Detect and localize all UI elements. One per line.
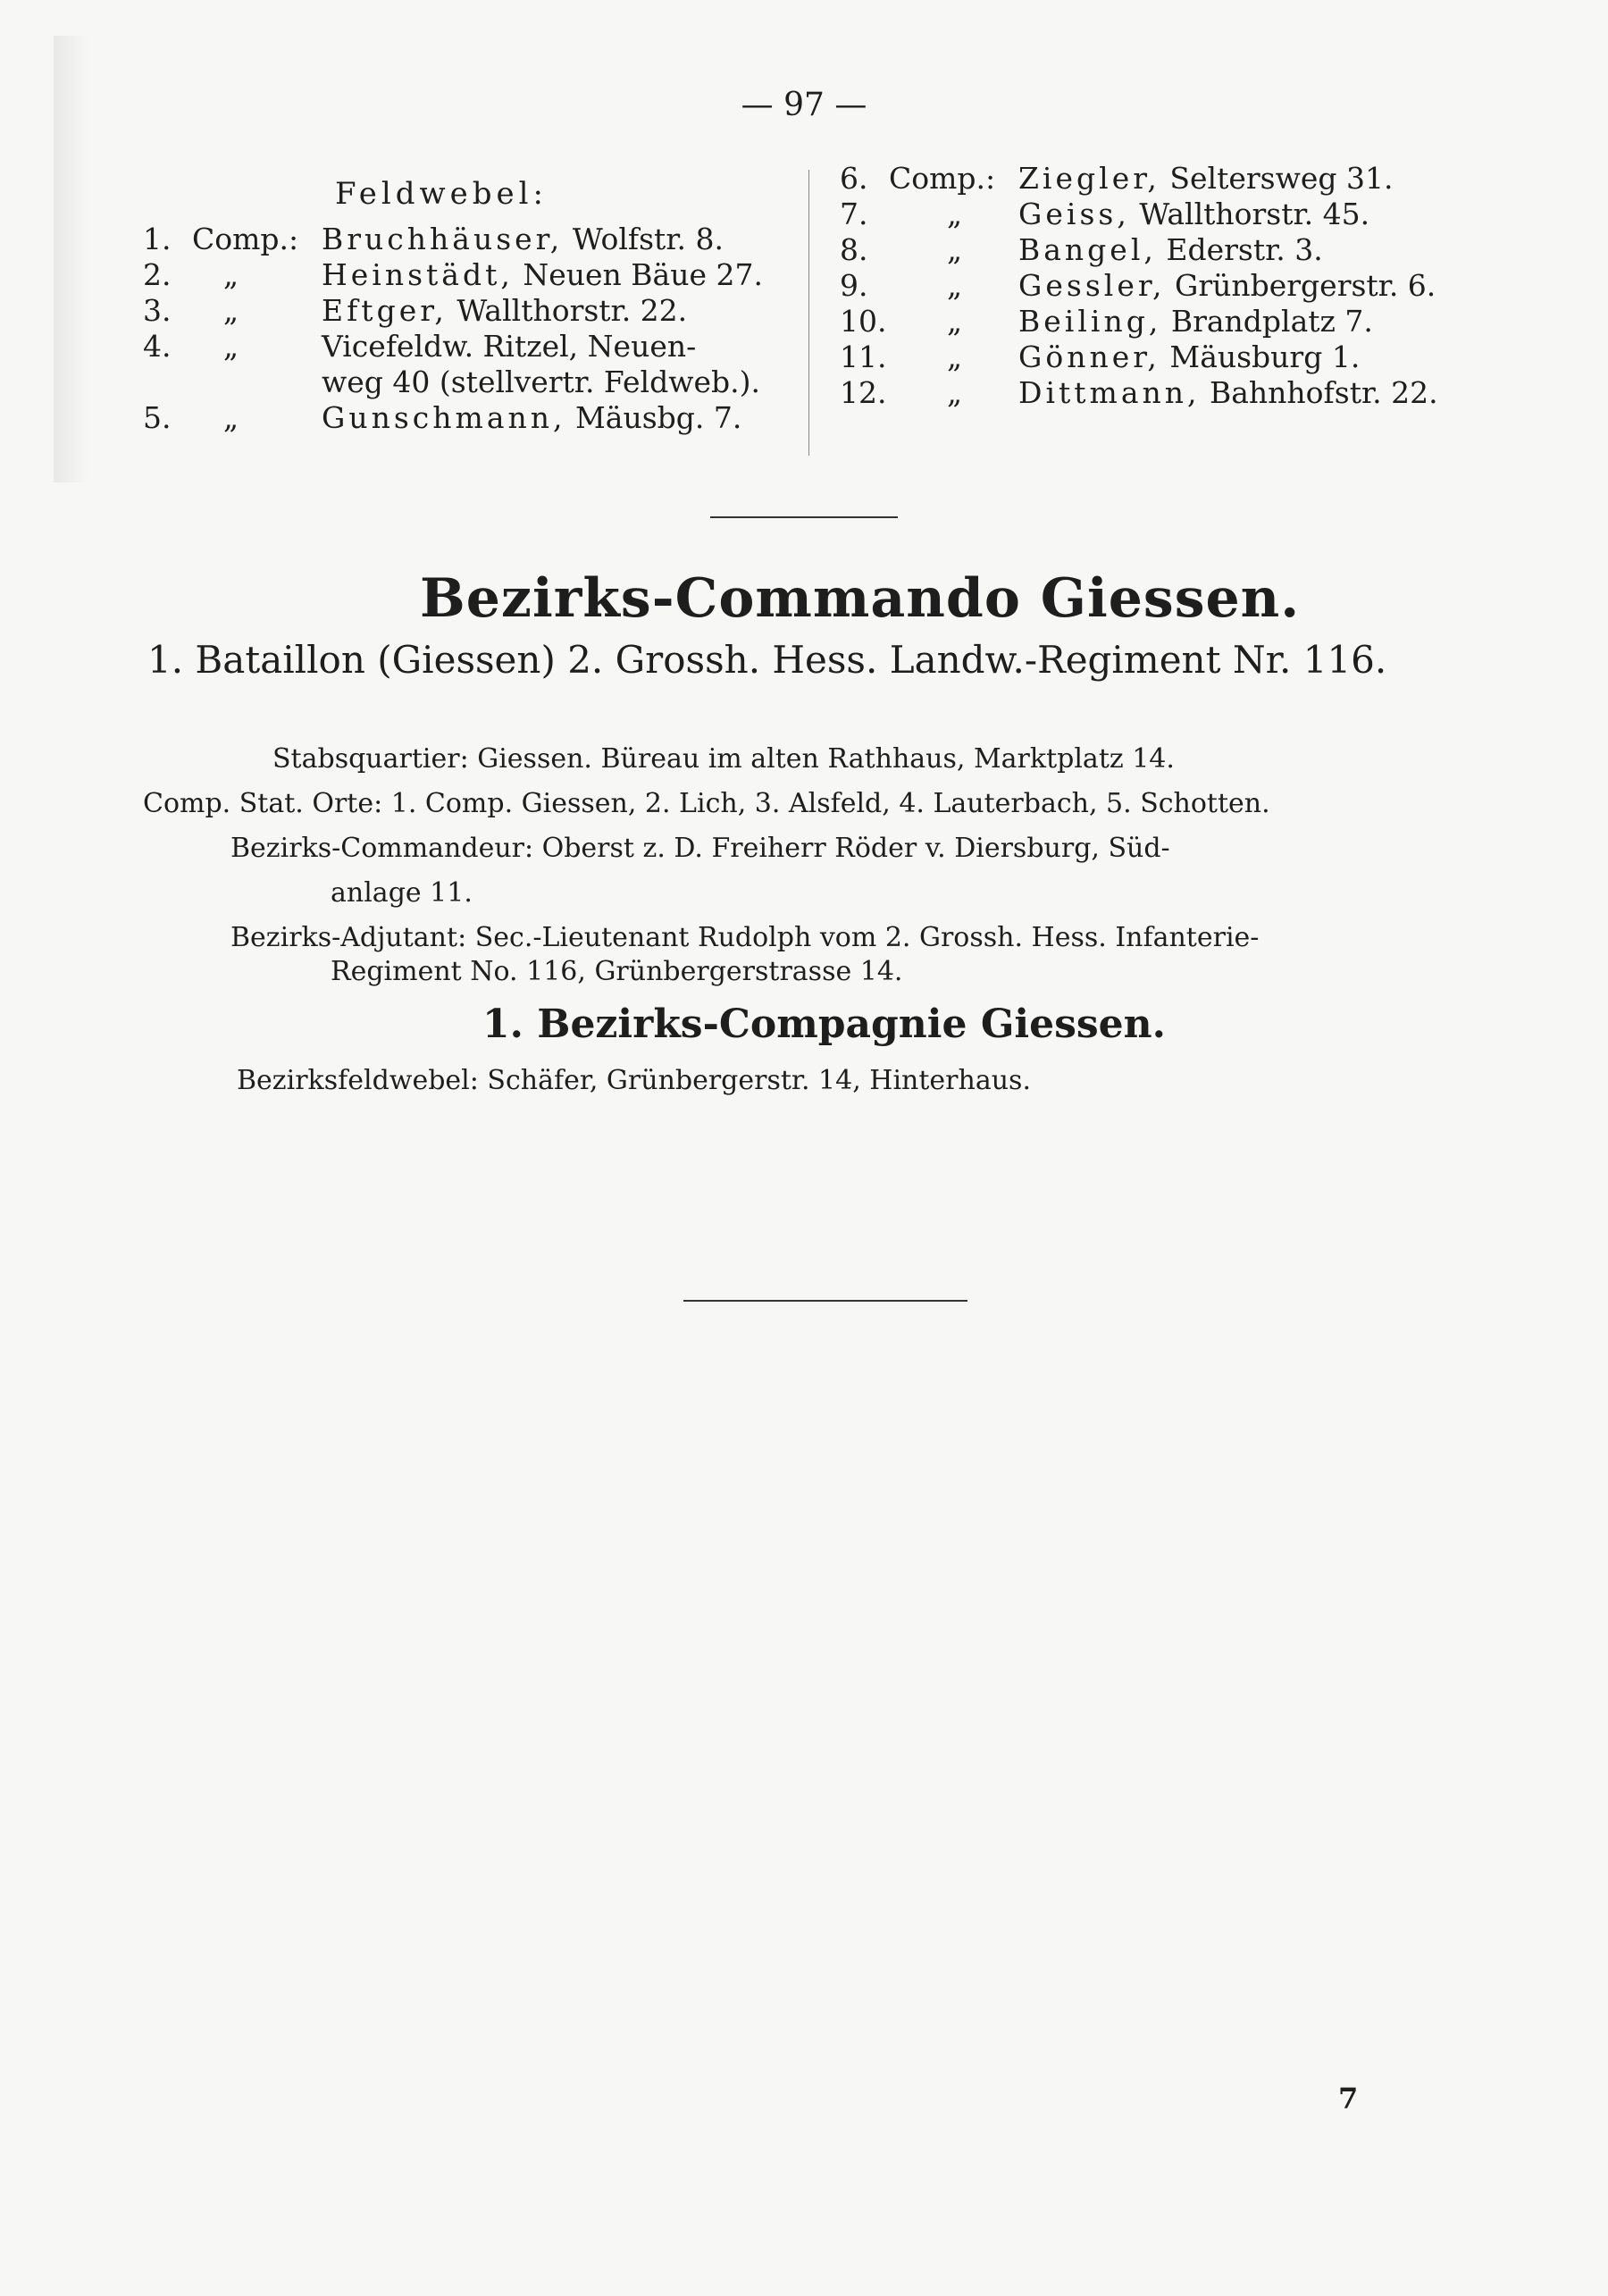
item-number: 8. [840, 232, 868, 267]
adjutant-line-cont: Regiment No. 116, Grünbergerstrasse 14. [331, 956, 903, 987]
item-label: Comp.: [192, 222, 299, 256]
item-number: 11. [840, 339, 887, 374]
list-item [840, 339, 1519, 375]
item-number: 9. [840, 268, 868, 303]
list-item [840, 375, 1519, 411]
list-item [143, 222, 786, 257]
item-label: „ [947, 375, 963, 410]
bezirksfeldwebel-line: Bezirksfeldwebel: Schäfer, Grünbergerstr. 14, Hinterhaus. [237, 1065, 1031, 1096]
item-number: 4. [143, 329, 172, 364]
comp-stat-orte-line: Comp. Stat. Orte: 1. Comp. Giessen, 2. Lich, 3. Alsfeld, 4. Lauterbach, 5. Schotten. [143, 788, 1270, 819]
page-title: Bezirks-Commando Giessen. [420, 567, 1301, 630]
section-divider [710, 516, 898, 518]
feldwebel-heading: Feldwebel: [335, 176, 548, 212]
item-entry: Ziegler, Seltersweg 31. [1018, 161, 1394, 196]
item-entry: Beiling, Brandplatz 7. [1018, 304, 1373, 339]
list-item [840, 161, 1519, 197]
item-entry: Vicefeldw. Ritzel, Neuen- [322, 329, 697, 364]
list-item [143, 293, 786, 329]
left-column [143, 222, 786, 436]
item-label: „ [947, 304, 963, 339]
page-subtitle: 1. Bataillon (Giessen) 2. Grossh. Hess. Landw.-Regiment Nr. 116. [147, 638, 1387, 682]
item-label: „ [947, 232, 963, 267]
item-number: 7. [840, 197, 868, 231]
item-label: Comp.: [889, 161, 996, 196]
item-label: „ [223, 329, 239, 364]
compagnie-heading: 1. Bezirks-Compagnie Giessen. [482, 1001, 1166, 1047]
list-item [840, 268, 1519, 304]
list-item [143, 329, 786, 365]
item-number: 5. [143, 400, 172, 435]
signature-mark: 7 [1338, 2082, 1359, 2116]
item-label: „ [947, 339, 963, 374]
kommandeur-line: Bezirks-Commandeur: Oberst z. D. Freiherr Röder v. Diersburg, Süd- [230, 833, 1170, 864]
page-number: — 97 — [741, 87, 867, 123]
item-entry: Bruchhäuser, Wolfstr. 8. [322, 222, 724, 256]
list-item [840, 197, 1519, 232]
list-item [840, 232, 1519, 268]
item-entry: Gönner, Mäusburg 1. [1018, 339, 1361, 374]
adjutant-line: Bezirks-Adjutant: Sec.-Lieutenant Rudolph vom 2. Grossh. Hess. Infanterie- [230, 922, 1260, 953]
item-label: „ [223, 400, 239, 435]
item-label: „ [947, 197, 963, 231]
item-entry: Eftger, Wallthorstr. 22. [322, 293, 688, 328]
item-entry: Gessler, Grünbergerstr. 6. [1018, 268, 1436, 303]
item-entry: Dittmann, Bahnhofstr. 22. [1018, 375, 1438, 410]
binding-shadow [54, 36, 89, 482]
stabsquartier-line: Stabsquartier: Giessen. Büreau im alten Rathhaus, Marktplatz 14. [272, 743, 1175, 775]
column-divider [808, 170, 809, 456]
item-number: 1. [143, 222, 172, 256]
item-entry: Gunschmann, Mäusbg. 7. [322, 400, 742, 435]
item-label: „ [947, 268, 963, 303]
item-entry: weg 40 (stellvertr. Feldweb.). [322, 365, 760, 399]
item-entry: Heinstädt, Neuen Bäue 27. [322, 257, 763, 292]
item-number: 10. [840, 304, 887, 339]
item-label: „ [223, 257, 239, 292]
end-divider [683, 1300, 967, 1302]
list-item [840, 304, 1519, 339]
item-entry: Geiss, Wallthorstr. 45. [1018, 197, 1370, 231]
item-number: 3. [143, 293, 172, 328]
item-number: 12. [840, 375, 887, 410]
list-item [143, 400, 786, 436]
item-number: 2. [143, 257, 172, 292]
item-entry: Bangel, Ederstr. 3. [1018, 232, 1323, 267]
list-item [143, 365, 786, 400]
item-label: „ [223, 293, 239, 328]
list-item [143, 257, 786, 293]
right-column [840, 161, 1519, 411]
kommandeur-line-cont: anlage 11. [331, 877, 473, 909]
item-number: 6. [840, 161, 868, 196]
